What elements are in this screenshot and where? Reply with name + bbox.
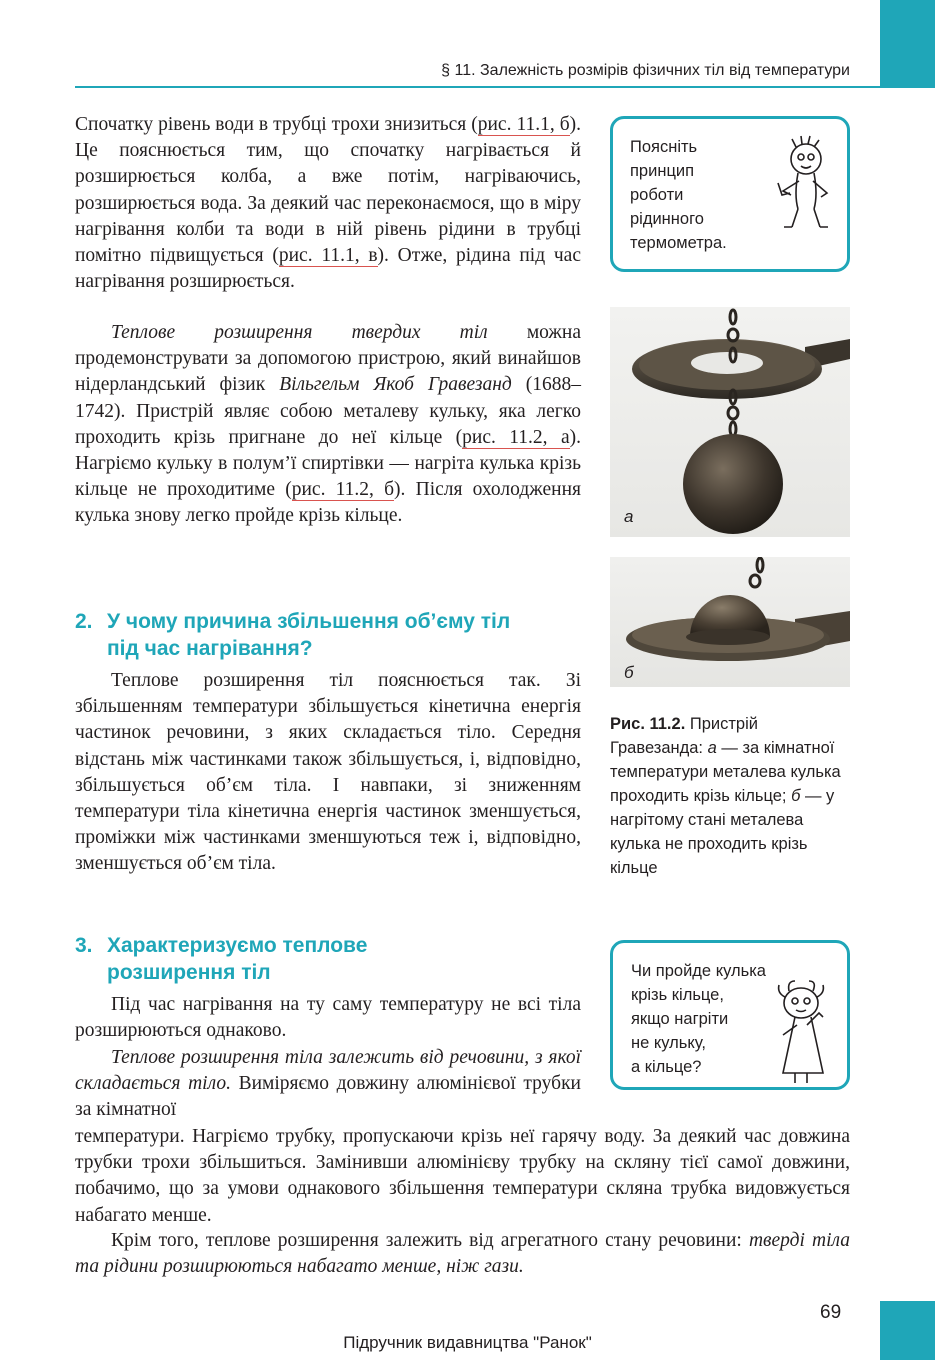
header-rule [75, 86, 880, 88]
publisher-footer: Підручник видавництва "Ранок" [343, 1333, 592, 1352]
section-3-paragraph-2-continued: температури. Нагріємо трубку, пропускаючи крізь неї гарячу воду. За деякий час довжина трубки трохи збільшиться. Замінивши алюмінієву трубку на скляну тієї самої довжини, побачимо, що за умови однакового збільшення температури скляна трубка видовжується набагато менше. [75, 1126, 850, 1226]
figure-reference-link[interactable]: рис. 11.2, б [291, 479, 395, 501]
section-3-heading: 3. Характеризуємо теплове розширення тіл [75, 934, 368, 984]
page-number: 69 [820, 1302, 842, 1323]
section-2-heading: 2. У чому причина збільшення об’єму тіл під час нагрівання? [75, 610, 511, 660]
header-color-tab [880, 0, 935, 88]
photo-ball-passes-ring [610, 307, 850, 537]
thinking-character-illustration [768, 133, 840, 233]
callout-text: Поясніть принцип роботи рідинного термометра. [630, 138, 727, 252]
solid-expansion-paragraph: Теплове розширення твердих тіл можна продемонструвати за допомогою пристрою, який винайшов нідерландський фізик Вільгельм Якоб Гравезанд (1688–1742). Пристрій являє собою металеву кульку, яка легко проходить крізь пригнане до неї кільце (рис. 11.2, а). Нагріємо кульку в полум’ї спиртівки — нагріта кулька крізь кільце не проходитиме (рис. 11.2, б). Після охолодження кулька знову легко пройде крізь кільце. [75, 322, 581, 527]
intro-paragraph: Спочатку рівень води в трубці трохи знизиться (рис. 11.1, б). Це пояснюється тим, що спочатку нагрівається й розширюється колба, а вже потім, нагріваючись, розширюється вода. За деякий час переконаємося, що в міру нагрівання колби та води в ній рівень рідини в трубці помітно підвищується (рис. 11.1, в). Отже, рідина під час нагрівання розширюється. [75, 114, 581, 293]
photo-ball-stuck-on-ring [610, 557, 850, 687]
figure-reference-link[interactable]: рис. 11.1, в [278, 245, 378, 267]
thinking-girl-illustration [771, 979, 839, 1087]
section-3-paragraph-1: Під час нагрівання на ту саму температуру не всі тіла розширюються однаково. [75, 994, 581, 1042]
section-3-paragraph-2: Теплове розширення тіла залежить від речовини, з якої складається тіло. Виміряємо довжину алюмінієвої трубки за кімнатної [75, 1047, 581, 1121]
figure-reference-link[interactable]: рис. 11.1, б [477, 114, 570, 135]
photo-label-a: а [624, 507, 634, 526]
running-header: § 11. Залежність розмірів фізичних тіл від температури [441, 62, 850, 79]
question-callout-ring [610, 940, 850, 1090]
section-2-paragraph: Теплове розширення тіл пояснюється так. Зі збільшенням температури збільшується кінетична енергія частинок речовини, з яких складається тіло. Середня відстань між частинками також збільшується, і, відповідно, збільшується об’єм тіла. І навпаки, зі зниженням температури тіла кінетична енергія частинок зменшується, проміжки між частинками зменшуються теж і, відповідно, зменшується об’єм тіла. [75, 670, 581, 875]
section-3-paragraph-3: Крім того, теплове розширення залежить від агрегатного стану речовини: тверді тіла та рідини розширюються набагато менше, ніж гази. [75, 1230, 851, 1278]
photo-label-b: б [624, 663, 634, 682]
figure-reference-link[interactable]: рис. 11.2, а [462, 426, 570, 448]
callout-text: Чи пройде кулька крізь кільце, якщо нагріти не кульку, а кільце? [631, 962, 766, 1076]
question-callout-thermometer [610, 116, 850, 272]
figure-caption: Рис. 11.2. Пристрій Гравезанда: а — за кімнатної температури металева кулька проходить крізь кільце; б — у нагрітому стані металева кулька не проходить крізь кільце [610, 715, 841, 877]
